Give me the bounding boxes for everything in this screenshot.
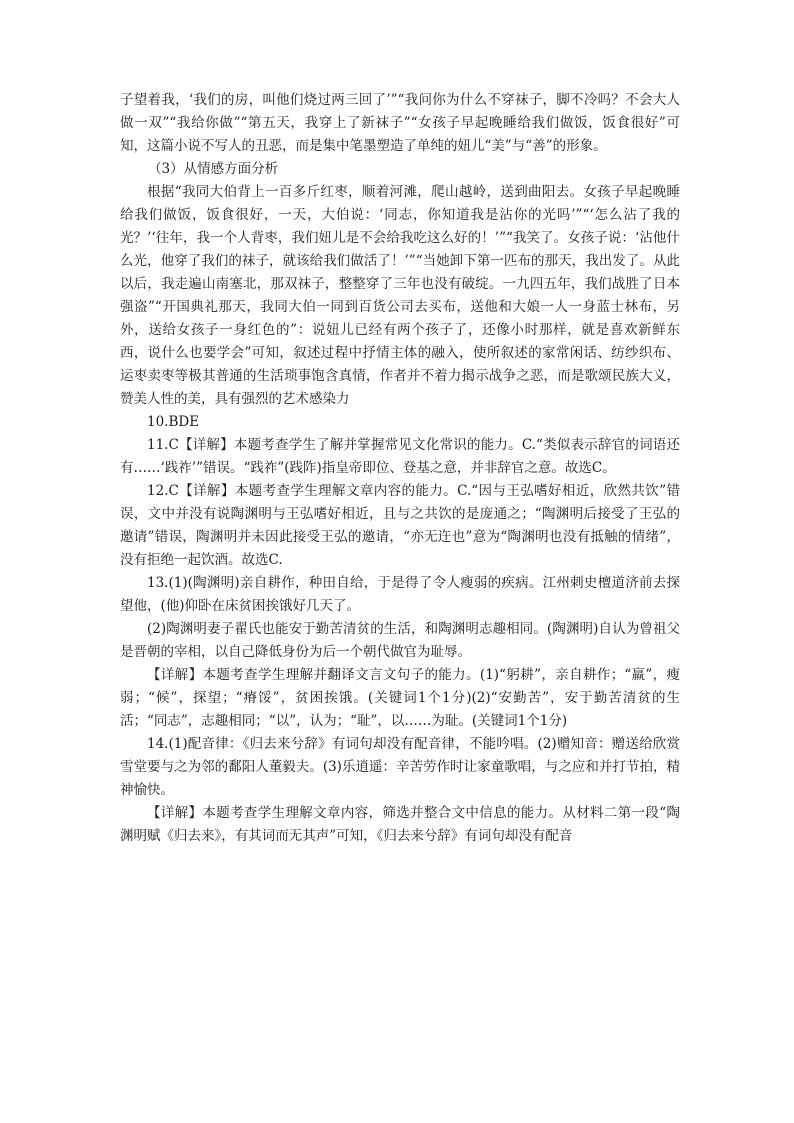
answer-13-explanation: 【详解】本题考查学生理解并翻译文言文句子的能力。(1)“躬耕”，亲自耕作；“羸”，瘦弱；“候”，探望；“瘠馁”，贫困挨饿。(关键词1个1分)(2)“安勤苦”，安于勤苦清贫的生活；“同志”，志趣相同；“以”，认为；“耻”，以……为耻。(关键词1个1分) [120, 667, 680, 729]
answer-14-explanation: 【详解】本题考查学生理解文章内容，筛选并整合文中信息的能力。从材料二第一段“陶渊明赋《归去来》，有其词而无其声”可知，《归去来兮辞》有词句却没有配音 [120, 805, 680, 844]
answer-11: 11.C【详解】本题考查学生了解并掌握常见文化常识的能力。C.“类似表示辞官的词语还有……‘践祚’”错误。“践祚”(践阼)指皇帝即位、登基之意，并非辞官之意。故选C。 [120, 437, 680, 476]
answer-13-part-2: (2)陶渊明妻子翟氏也能安于勤苦清贫的生活，和陶渊明志趣相同。(陶渊明)自认为曾祖父是晋朝的宰相，以自己降低身份为后一个朝代做官为耻辱。 [120, 621, 680, 660]
paragraph-image-analysis-end: 子望着我，‘我们的房，叫他们烧过两三回了’”“我问你为什么不穿袜子，脚不冷吗？不会大人做一双”“我给你做”“第五天，我穿上了新袜子”“女孩子早起晚睡给我们做饭，饭食很好”可知，这篇小说不写人的丑恶，而是集中笔墨塑造了单纯的妞儿“美”与“善”的形象。 [120, 92, 680, 154]
paragraph-emotion-heading: （3）从情感方面分析 [148, 161, 279, 177]
answer-14: 14.(1)配音律：《归去来兮辞》有词句却没有配音律，不能吟唱。(2)赠知音：赠送给欣赏雪堂要与之为邻的鄱阳人董毅夫。(3)乐逍遥：辛苦劳作时让家童歌唱，与之应和并打节拍，精神愉快。 [120, 736, 680, 798]
answer-12: 12.C【详解】本题考查学生理解文章内容的能力。C.“因与王弘嗜好相近，欣然共饮”错误，文中并没有说陶渊明与王弘嗜好相近，且与之共饮的是庞通之；“陶渊明后接受了王弘的邀请”错误，陶渊明并未因此接受王弘的邀请，“亦无迕也”意为“陶渊明也没有抵触的情绪”，没有拒绝一起饮酒。故选C. [120, 483, 680, 568]
answer-13-part-1: 13.(1)(陶渊明)亲自耕作，种田自给，于是得了令人瘦弱的疾病。江州刺史檀道济前去探望他，(他)仰卧在床贫困挨饿好几天了。 [120, 575, 680, 614]
paragraph-emotion-analysis: 根据“我同大伯背上一百多斤红枣，顺着河滩，爬山越岭，送到曲阳去。女孩子早起晚睡给我们做饭，饭食很好，一天，大伯说：‘同志，你知道我是沾你的光吗’”“‘怎么沾了我的光？’‘往年，我一个人背枣，我们妞儿是不会给我吃这么好的！’”“我笑了。女孩子说：‘沾他什么光，他穿了我们的袜子，就该给我们做活了！’”“当她卸下第一匹布的那天，我出发了。从此以后，我走遍山南塞北，那双袜子，整整穿了三年也没有破绽。一九四五年，我们战胜了日本强盗”“开国典礼那天，我同大伯一同到百货公司去买布，送他和大娘一人一身蓝士林布，另外，送给女孩子一身红色的”：说妞儿已经有两个孩子了，还像小时那样，就是喜欢新鲜东西，说什么也要学会”可知，叙述过程中抒情主体的融入，使所叙述的家常闲话、纺纱织布、运枣卖枣等极其普通的生活琐事饱含真情，作者并不着力揭示战争之恶，而是歌颂民族大义，赞美人性的美，具有强烈的艺术感染力 [120, 184, 680, 407]
answer-10: 10.BDE [147, 414, 200, 430]
answer-text-body [120, 89, 680, 848]
